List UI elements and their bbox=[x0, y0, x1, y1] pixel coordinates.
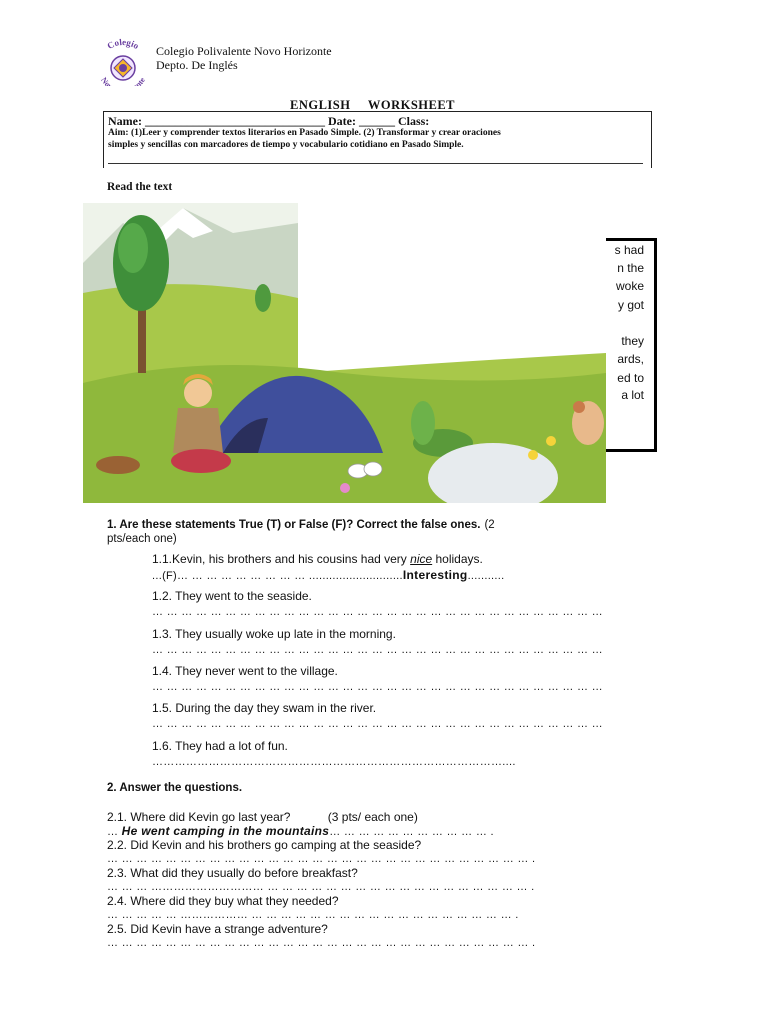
answer-line-1-6[interactable]: ………………………………………………………………………………….... bbox=[152, 756, 516, 768]
aim-text bbox=[108, 127, 638, 151]
text-fragment: woke bbox=[615, 279, 644, 293]
section-1-heading bbox=[107, 517, 647, 546]
answer-line-1-4[interactable]: … … … … … … … … … … … … … … … … … … … … … … … … … … … … … … … bbox=[152, 681, 603, 693]
answer-1-1[interactable] bbox=[152, 568, 504, 582]
question-2-1 bbox=[107, 810, 418, 824]
logo-text-top: Colegio bbox=[105, 38, 141, 52]
question-points: (3 pts/ each one) bbox=[327, 810, 418, 824]
text-fragment: ed to bbox=[617, 371, 644, 385]
department-name: Depto. De Inglés bbox=[156, 58, 238, 72]
answer-text: He went camping in the mountains bbox=[121, 824, 330, 838]
statement-emphasis: nice bbox=[410, 552, 433, 566]
aim-line-2: simples y sencillas con marcadores de tiempo y vocabulario cotidiano en Pasado Simple. bbox=[108, 140, 464, 150]
answer-line-2-2[interactable]: … … … … … … … … … … … … … … … … … … … … … … … … … … … … … . bbox=[107, 853, 536, 865]
text-fragment: ards, bbox=[617, 352, 644, 366]
statement-1-1 bbox=[152, 552, 483, 566]
camping-illustration bbox=[83, 203, 606, 503]
aim-line-1: Aim: (1)Leer y comprender textos literarios en Pasado Simple. (2) Transformar y crear oraciones bbox=[108, 128, 501, 138]
answer-line-1-3[interactable]: … … … … … … … … … … … … … … … … … … … … … … … … … … … … … … … bbox=[152, 644, 603, 656]
answer-2-1[interactable] bbox=[107, 824, 494, 838]
answer-suffix: ........... bbox=[467, 570, 505, 582]
question-2-2: 2.2. Did Kevin and his brothers go camping at the seaside? bbox=[107, 838, 422, 852]
text-fragment: they bbox=[621, 334, 644, 348]
statement-1-6: 1.6. They had a lot of fun. bbox=[152, 739, 288, 753]
section-1-points-cont: pts/each one) bbox=[107, 533, 177, 545]
answer-line-1-2[interactable]: … … … … … … … … … … … … … … … … … … … … … … … … … … … … … … … bbox=[152, 606, 603, 618]
answer-line-2-5[interactable]: … … … … … … … … … … … … … … … … … … … … … … … … … … … … … . bbox=[107, 937, 536, 949]
section-1-title: 1. Are these statements True (T) or False (F)? Correct the false ones. bbox=[107, 519, 481, 531]
text-fragment: n the bbox=[617, 261, 644, 275]
statement-text-end: holidays. bbox=[432, 552, 483, 566]
statement-1-5: 1.5. During the day they swam in the river. bbox=[152, 701, 377, 715]
section-2-title: 2. Answer the questions. bbox=[107, 782, 243, 794]
name-date-class-line: Name: ______________________________ Date: ______ Class: bbox=[108, 114, 430, 128]
text-fragment: a lot bbox=[621, 388, 644, 402]
school-logo bbox=[92, 38, 154, 86]
question-2-5: 2.5. Did Kevin have a strange adventure? bbox=[107, 922, 328, 936]
statement-1-4: 1.4. They never went to the village. bbox=[152, 664, 338, 678]
answer-prefix: … bbox=[107, 826, 122, 838]
blank-line bbox=[108, 163, 643, 164]
section-1-points: (2 bbox=[484, 519, 495, 531]
statement-1-3: 1.3. They usually woke up late in the morning. bbox=[152, 627, 396, 641]
reading-text-box bbox=[598, 238, 657, 452]
text-fragment: s had bbox=[614, 243, 644, 257]
logo-text-bottom: No nte bbox=[99, 75, 147, 86]
answer-line-1-5[interactable]: … … … … … … … … … … … … … … … … … … … … … … … … … … … … … … … bbox=[152, 718, 603, 730]
read-the-text-label: Read the text bbox=[107, 181, 173, 193]
question-text: 2.1. Where did Kevin go last year? bbox=[107, 810, 291, 824]
worksheet-title: ENGLISH WORKSHEET bbox=[290, 98, 456, 112]
svg-text:Colegio bbox=[106, 38, 142, 51]
answer-correction: Interesting bbox=[402, 568, 468, 582]
answer-line-2-4[interactable]: … … … … … ……………… … … … … … … … … … … … … … … … … … … . bbox=[107, 909, 519, 921]
statement-text: 1.1.Kevin, his brothers and his cousins had very bbox=[152, 552, 411, 566]
question-2-3: 2.3. What did they usually do before breakfast? bbox=[107, 866, 358, 880]
answer-prefix: ...(F)… … … … … … … … … ............................ bbox=[152, 570, 403, 582]
answer-line-2-3[interactable]: … … … ………………………… … … … … … … … … … … … … … … … … … … . bbox=[107, 881, 535, 893]
school-name: Colegio Polivalente Novo Horizonte bbox=[156, 44, 332, 58]
text-fragment: y got bbox=[617, 298, 644, 312]
school-header bbox=[156, 44, 332, 72]
question-2-4: 2.4. Where did they buy what they needed? bbox=[107, 894, 339, 908]
statement-1-2: 1.2. They went to the seaside. bbox=[152, 589, 312, 603]
answer-suffix: … … … … … … … … … … … . bbox=[329, 826, 494, 838]
